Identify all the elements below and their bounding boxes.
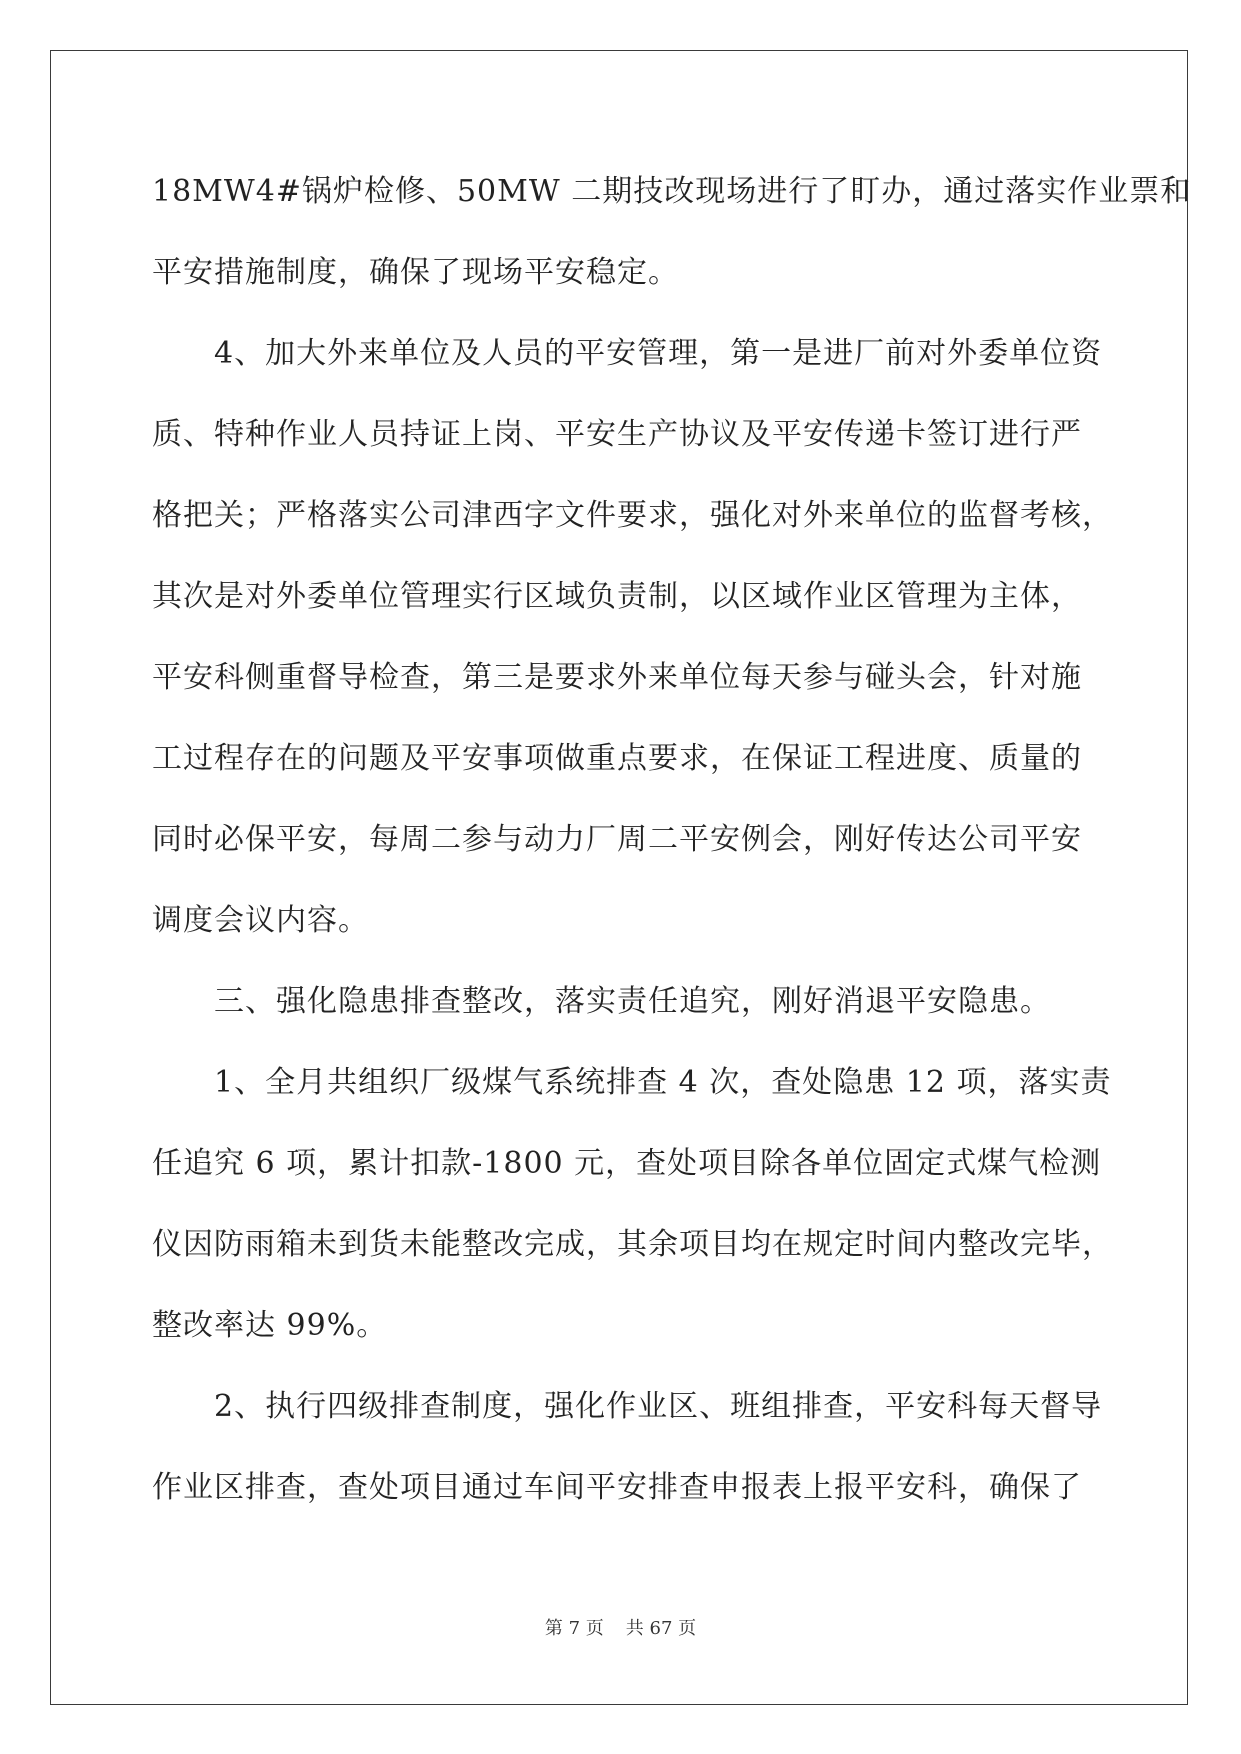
paragraph-line: 2、执行四级排查制度，强化作业区、班组排查，平安科每天督导 — [152, 1389, 1103, 1424]
paragraph-line: 平安科侧重督导检查，第三是要求外来单位每天参与碰头会，针对施 — [152, 660, 1082, 695]
paragraph-line: 其次是对外委单位管理实行区域负责制，以区域作业区管理为主体， — [152, 579, 1082, 614]
page-total: 共 67 页 — [625, 1618, 697, 1639]
paragraph-line: 同时必保平安，每周二参与动力厂周二平安例会，刚好传达公司平安 — [152, 822, 1082, 857]
paragraph-line: 仪因防雨箱未到货未能整改完成，其余项目均在规定时间内整改完毕， — [152, 1227, 1113, 1262]
paragraph-line: 18MW4#锅炉检修、50MW 二期技改现场进行了盯办，通过落实作业票和 — [152, 174, 1192, 209]
paragraph-line: 格把关；严格落实公司津西字文件要求，强化对外来单位的监督考核， — [152, 498, 1113, 533]
page-footer — [0, 1617, 1241, 1641]
section-heading-line: 三、强化隐患排查整改，落实责任追究，刚好消退平安隐患。 — [152, 984, 1051, 1019]
paragraph-line: 1、全月共组织厂级煤气系统排查 4 次，查处隐患 12 项，落实责 — [152, 1065, 1112, 1100]
paragraph-line: 4、加大外来单位及人员的平安管理，第一是进厂前对外委单位资 — [152, 336, 1103, 371]
paragraph-line: 调度会议内容。 — [152, 903, 369, 938]
paragraph-line: 整改率达 99%。 — [152, 1308, 388, 1343]
page-border — [50, 50, 1188, 1705]
paragraph-line: 平安措施制度，确保了现场平安稳定。 — [152, 255, 679, 290]
paragraph-line: 任追究 6 项，累计扣款-1800 元，查处项目除各单位固定式煤气检测 — [152, 1146, 1102, 1181]
paragraph-line: 工过程存在的问题及平安事项做重点要求，在保证工程进度、质量的 — [152, 741, 1082, 776]
paragraph-line: 作业区排查，查处项目通过车间平安排查申报表上报平安科，确保了 — [152, 1470, 1082, 1505]
page-number: 第 7 页 — [544, 1618, 604, 1639]
paragraph-line: 质、特种作业人员持证上岗、平安生产协议及平安传递卡签订进行严 — [152, 417, 1082, 452]
